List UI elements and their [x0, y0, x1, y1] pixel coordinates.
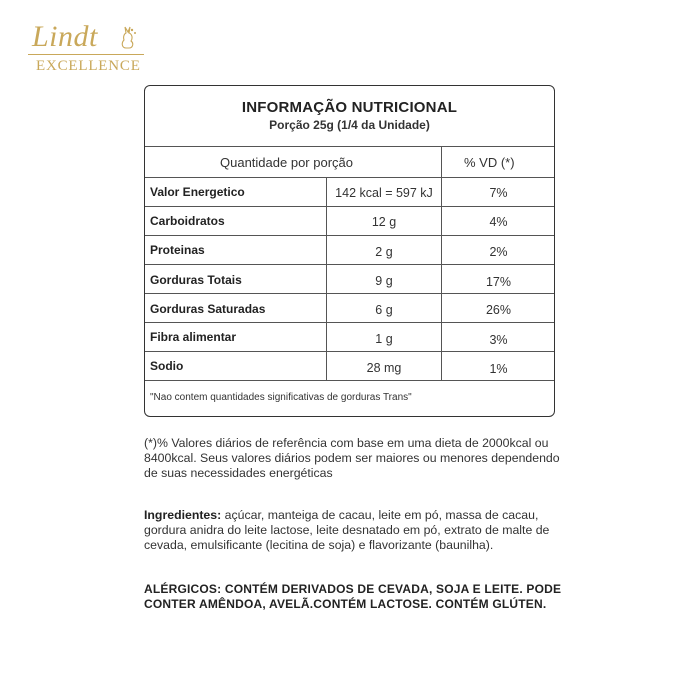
nutrient-quantity: 12 g	[371, 215, 397, 229]
header-quantity: Quantidade por porção	[220, 155, 353, 170]
nutrient-vd: 7%	[489, 186, 508, 200]
ingredients-text: açúcar, manteiga de cacau, leite em pó, massa de cacau, gordura anidra do leite lactose, leite desnatado em pó, extrato de malte de cevada, emulsificante (lecitina de soja) e flavorizante (baunilha).	[144, 508, 550, 552]
divider	[145, 351, 554, 352]
nutrient-name: Fibra alimentar	[150, 330, 237, 344]
nutrition-facts-panel	[144, 85, 555, 417]
nutrient-quantity: 28 mg	[366, 361, 402, 375]
daily-value-footnote: (*)% Valores diários de referência com base em uma dieta de 2000kcal ou 8400kcal. Seus valores diários podem ser maiores ou menores dependendo de suas necessidades energéticas	[144, 436, 560, 480]
divider	[145, 293, 554, 294]
panel-title: INFORMAÇÃO NUTRICIONAL	[241, 99, 458, 116]
nutrient-quantity: 6 g	[375, 303, 393, 317]
nutrient-quantity: 142 kcal = 597 kJ	[335, 186, 433, 200]
logo-subtitle: EXCELLENCE	[36, 58, 141, 74]
divider	[145, 264, 554, 265]
nutrient-vd: 1%	[489, 362, 508, 376]
nutrient-name: Gorduras Saturadas	[150, 302, 266, 316]
nutrient-name: Carboidratos	[150, 214, 225, 228]
ingredients-label: Ingredientes:	[144, 508, 222, 522]
portion-size: Porção 25g (1/4 da Unidade)	[269, 118, 430, 132]
nutrient-vd: 2%	[489, 245, 508, 259]
nutrient-quantity: 2 g	[375, 245, 393, 259]
allergens-statement: ALÉRGICOS: CONTÉM DERIVADOS DE CEVADA, SOJA E LEITE. PODE CONTER AMÊNDOA, AVELÃ.CONTÉM LACTOSE. CONTÉM GLÚTEN.	[144, 582, 562, 611]
divider	[145, 380, 554, 381]
ingredients-section	[144, 508, 564, 553]
header-vd: % VD (*)	[464, 155, 515, 170]
logo-divider	[28, 54, 144, 55]
nutrient-quantity: 9 g	[375, 274, 393, 288]
nutrient-vd: 17%	[485, 275, 512, 289]
logo-script-text: Lindt	[32, 20, 98, 53]
nutrient-quantity: 1 g	[375, 332, 393, 346]
gold-bunny-icon	[118, 26, 138, 50]
trans-fat-note: "Nao contem quantidades significativas de gorduras Trans"	[150, 392, 412, 403]
brand-logo	[26, 18, 144, 78]
nutrient-name: Gorduras Totais	[150, 273, 242, 287]
divider	[145, 235, 554, 236]
nutrient-vd: 4%	[489, 215, 508, 229]
divider	[145, 206, 554, 207]
nutrient-name: Valor Energetico	[150, 185, 245, 199]
nutrient-vd: 3%	[489, 333, 508, 347]
divider	[145, 322, 554, 323]
nutrient-vd: 26%	[485, 303, 512, 317]
divider	[145, 177, 554, 178]
nutrient-name: Proteinas	[150, 243, 205, 257]
divider	[145, 146, 554, 147]
nutrient-name: Sodio	[150, 359, 184, 373]
